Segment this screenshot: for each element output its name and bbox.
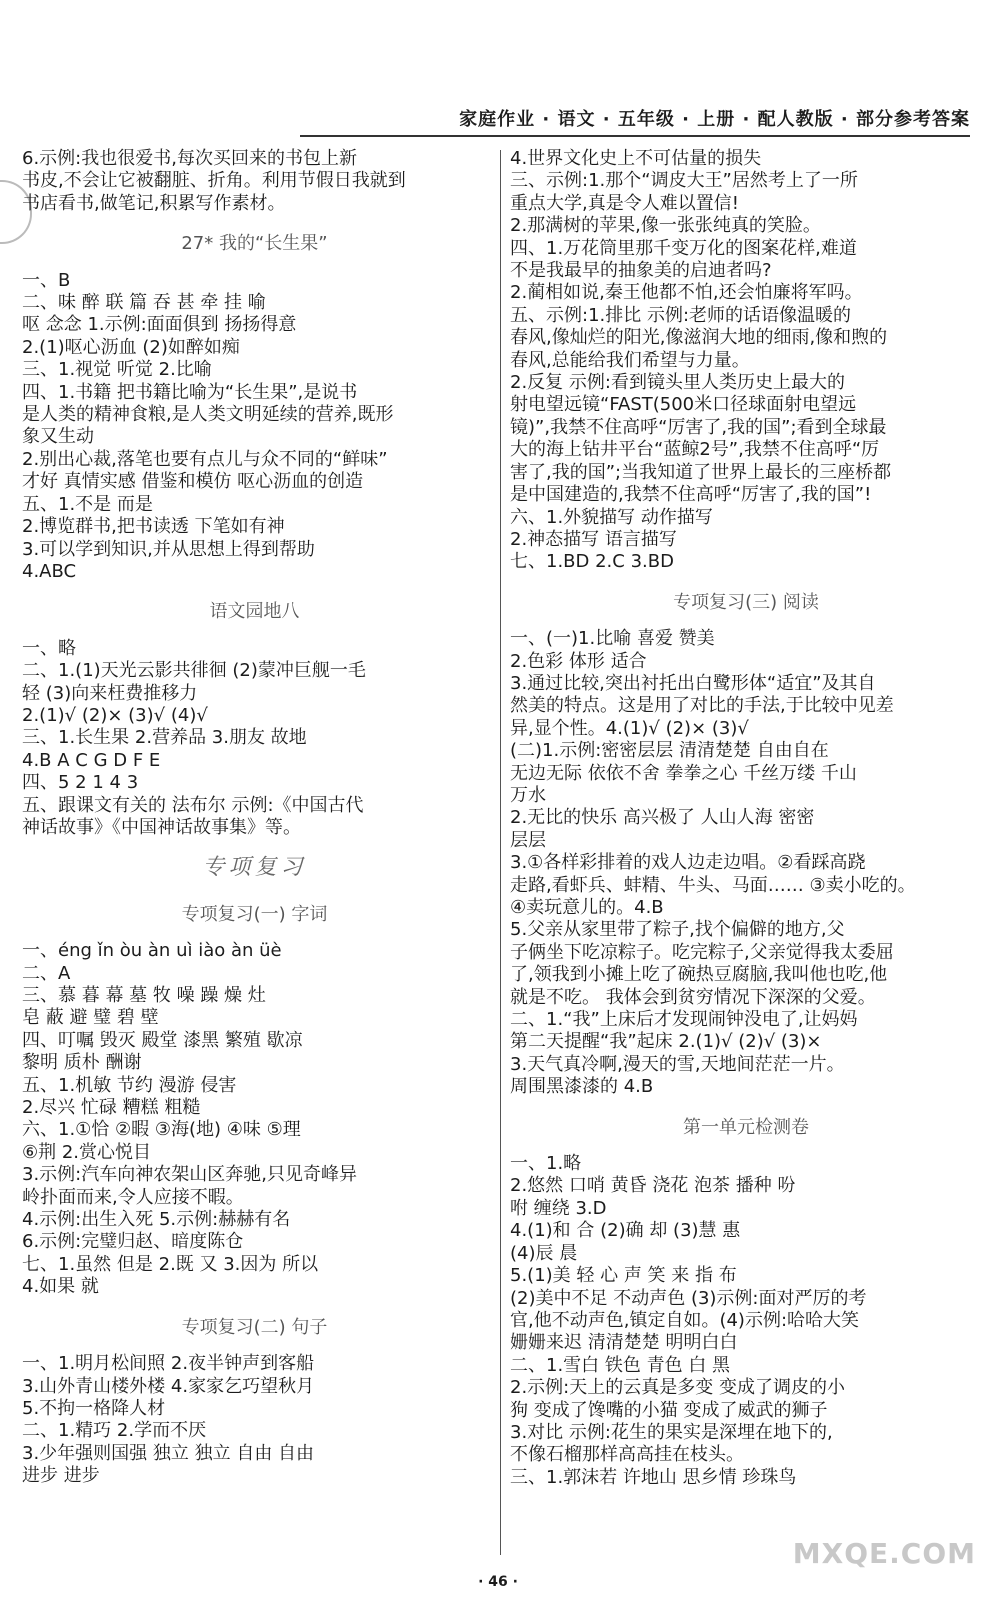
answer-line: 象又生动 bbox=[22, 426, 94, 448]
answer-line: 害了,我的国”;当我知道了世界上最长的三座桥都 bbox=[510, 461, 892, 483]
answer-line: 七、1.BD 2.C 3.BD bbox=[510, 551, 674, 573]
answer-line: 三、1.视觉 听觉 2.比喻 bbox=[22, 359, 212, 381]
answer-line: 2.示例:天上的云真是多变 变成了调皮的小 bbox=[510, 1377, 845, 1399]
answer-line: 神话故事》《中国神话故事集》等。 bbox=[22, 816, 301, 838]
answer-line: 4.示例:出生入死 5.示例:赫赫有名 bbox=[22, 1209, 291, 1231]
answer-line: 4.(1)和 合 (2)确 却 (3)慧 惠 bbox=[510, 1220, 741, 1242]
answer-line: 就是不吃。 我体会到贫穷情况下深深的父爱。 bbox=[510, 986, 876, 1008]
answer-line: 6.示例:我也很爱书,每次买回来的书包上新 bbox=[22, 148, 357, 169]
answer-line: (2)美中不足 不动声色 (3)示例:面对严厉的考 bbox=[510, 1287, 867, 1309]
answer-line: 一、1.明月松间照 2.夜半钟声到客船 bbox=[22, 1353, 315, 1375]
section-heading: 专项复习(二) 句子 bbox=[181, 1316, 328, 1338]
answer-line: 6.示例:完璧归赵、暗度陈仓 bbox=[22, 1231, 244, 1253]
answer-line: 子俩坐下吃凉粽子。吃完粽子,父亲觉得我太委屈 bbox=[510, 941, 894, 963]
answer-line: 5.不拘一格降人材 bbox=[22, 1397, 166, 1419]
answer-line: 官,他不动声色,镇定自如。(4)示例:哈哈大笑 bbox=[510, 1309, 860, 1331]
answer-line: 5.(1)美 轻 心 声 笑 来 指 布 bbox=[510, 1265, 737, 1287]
answer-line: 一、1.略 bbox=[510, 1153, 582, 1175]
answer-line: 2.色彩 体形 适合 bbox=[510, 650, 647, 672]
answer-line: 层层 bbox=[510, 829, 546, 851]
answer-line: (二)1.示例:密密层层 清清楚楚 自由自在 bbox=[510, 740, 829, 762]
page-header: 家庭作业 · 语文 · 五年级 · 上册 · 配人教版 · 部分参考答案 bbox=[300, 105, 970, 137]
answer-line: 3.通过比较,突出衬托出白鹭形体“适宜”及其自 bbox=[510, 672, 876, 694]
answer-line: 是人类的精神食粮,是人类文明延续的营养,既形 bbox=[22, 404, 394, 426]
answer-line: 书皮,不会让它被翻脏、折角。利用节假日我就到 bbox=[22, 170, 406, 192]
section-heading: 27* 我的“长生果” bbox=[181, 233, 328, 255]
answer-line: 轻 (3)向来枉费推移力 bbox=[22, 682, 198, 704]
answer-line: 3.①各样彩排着的戏人边走边唱。②看踩高跷 bbox=[510, 852, 866, 874]
answer-line: 春风,总能给我们希望与力量。 bbox=[510, 349, 750, 371]
answer-line: 春风,像灿烂的阳光,像滋润大地的细雨,像和煦的 bbox=[510, 327, 888, 349]
answer-line: 姗姗来迟 清清楚楚 明明白白 bbox=[510, 1332, 738, 1354]
column-divider bbox=[500, 150, 501, 1555]
answer-line: 3.示例:汽车向神农架山区奔驰,只见奇峰异 bbox=[22, 1164, 357, 1186]
answer-line: 2.蔺相如说,秦王他都不怕,还会怕廉将军吗。 bbox=[510, 282, 863, 304]
answer-line: 3.山外青山楼外楼 4.家家乞巧望秋月 bbox=[22, 1375, 315, 1397]
answer-line: 3.可以学到知识,并从思想上得到帮助 bbox=[22, 538, 315, 560]
answer-line: 才好 真情实感 借鉴和模仿 呕心沥血的创造 bbox=[22, 471, 364, 493]
answer-line: 三、示例:1.那个“调皮大王”居然考上了一所 bbox=[510, 170, 858, 192]
section-heading: 语文园地八 bbox=[209, 601, 300, 623]
answer-line: 是中国建造的,我禁不住高呼“厉害了,我的国”! bbox=[510, 484, 872, 506]
answer-line: 二、1.雪白 铁色 青色 白 黑 bbox=[510, 1354, 731, 1376]
answer-line: ④卖玩意儿的。4.B bbox=[510, 897, 664, 918]
answer-line: 四、叮嘱 毁灭 殿堂 漆黑 繁殖 歇凉 bbox=[22, 1029, 303, 1051]
answer-line: 了,领我到小摊上吃了碗热豆腐脑,我叫他也吃,他 bbox=[510, 964, 888, 986]
answer-line: 4.世界文化史上不可估量的损失 bbox=[510, 148, 762, 169]
answer-line: 四、5 2 1 4 3 bbox=[22, 772, 139, 794]
answer-line: 书店看书,做笔记,积累写作素材。 bbox=[22, 192, 286, 214]
answer-line: 2.无比的快乐 高兴极了 人山人海 密密 bbox=[510, 807, 815, 829]
chapter-heading: 专项复习 bbox=[202, 855, 307, 881]
left-column bbox=[22, 148, 487, 1488]
answer-line: 呕 念念 1.示例:面面俱到 扬扬得意 bbox=[22, 314, 297, 336]
answer-line: 皂 蔽 避 璧 碧 壁 bbox=[22, 1007, 159, 1029]
answer-line: 二、1.“我”上床后才发现闹钟没电了,让妈妈 bbox=[510, 1009, 858, 1031]
answer-line: 二、1.(1)天光云影共徘徊 (2)蒙冲巨舰一毛 bbox=[22, 660, 366, 682]
answer-line: 5.父亲从家里带了粽子,找个偏僻的地方,父 bbox=[510, 919, 845, 941]
answer-line: 二、味 醉 联 篇 吞 甚 牵 挂 喻 bbox=[22, 292, 266, 314]
answer-line: (4)辰 晨 bbox=[510, 1242, 578, 1264]
answer-line: 无边无际 依依不舍 拳拳之心 千丝万缕 千山 bbox=[510, 762, 857, 784]
answer-line: 一、éng ǐn òu àn uì iào àn üè bbox=[22, 940, 282, 962]
right-column bbox=[510, 148, 982, 1489]
answer-line: 六、1.外貌描写 动作描写 bbox=[510, 506, 713, 528]
answer-line: 4.B A C G D F E bbox=[22, 749, 161, 771]
answer-line: 2.悠然 口哨 黄昏 浇花 泡茶 播种 吩 bbox=[510, 1175, 796, 1197]
answer-line: 四、1.书籍 把书籍比喻为“长生果”,是说书 bbox=[22, 381, 358, 403]
answer-line: 二、A bbox=[22, 962, 71, 984]
page-number: · 46 · bbox=[478, 1574, 518, 1590]
answer-line: 镜)”,我禁不住高呼“厉害了,我的国”;看到全球最 bbox=[510, 416, 887, 438]
answer-line: 3.天气真冷啊,漫天的雪,天地间茫茫一片。 bbox=[510, 1053, 845, 1075]
section-heading: 专项复习(一) 字词 bbox=[181, 903, 328, 925]
answer-line: 2.(1)呕心沥血 (2)如醉如痴 bbox=[22, 336, 240, 358]
answer-line: 4.如果 就 bbox=[22, 1276, 99, 1298]
answer-line: 3.少年强则国强 独立 独立 自由 自由 bbox=[22, 1442, 315, 1464]
answer-line: 三、1.郭沫若 许地山 思乡情 珍珠鸟 bbox=[510, 1466, 797, 1488]
answer-line: 黎明 质朴 酬谢 bbox=[22, 1052, 142, 1074]
answer-line: 4.ABC bbox=[22, 560, 77, 582]
answer-line: 走路,看虾兵、蚌精、牛头、马面…… ③卖小吃的。 bbox=[510, 874, 916, 896]
answer-line: 2.博览群书,把书读透 下笔如有神 bbox=[22, 516, 285, 538]
answer-line: 万水 bbox=[510, 784, 546, 806]
answer-line: 2.尽兴 忙碌 糟糕 粗糙 bbox=[22, 1097, 201, 1119]
answer-line: 岭扑面而来,令人应接不暇。 bbox=[22, 1186, 244, 1208]
answer-line: 咐 缠绕 3.D bbox=[510, 1197, 607, 1219]
answer-line: 大的海上钻井平台“蓝鲸2号”,我禁不住高呼“厉 bbox=[510, 439, 880, 461]
answer-line: 三、慕 暮 幕 墓 牧 噪 躁 燥 灶 bbox=[22, 985, 266, 1006]
answer-line: 五、示例:1.排比 示例:老师的话语像温暖的 bbox=[510, 304, 852, 326]
answer-line: 狗 变成了馋嘴的小猫 变成了威武的狮子 bbox=[510, 1399, 828, 1421]
answer-line: 进步 进步 bbox=[22, 1465, 100, 1487]
answer-line: 射电望远镜“FAST(500米口径球面射电望远 bbox=[510, 394, 857, 416]
answer-line: 一、略 bbox=[22, 637, 76, 659]
answer-line: 2.反复 示例:看到镜头里人类历史上最大的 bbox=[510, 372, 845, 394]
answer-line: 不是我最早的抽象美的启迪者吗? bbox=[510, 260, 772, 282]
answer-line: 五、1.机敏 节约 漫游 侵害 bbox=[22, 1074, 237, 1096]
section-heading: 专项复习(三) 阅读 bbox=[673, 591, 819, 613]
answer-line: 第二天提醒“我”起床 2.(1)√ (2)√ (3)× bbox=[510, 1031, 822, 1053]
answer-line: 然美的特点。这是用了对比的手法,于比较中见差 bbox=[510, 695, 894, 717]
answer-line: 2.别出心裁,落笔也要有点儿与众不同的“鲜味” bbox=[22, 448, 388, 470]
answer-line: 重点大学,真是令人难以置信! bbox=[510, 192, 739, 214]
watermark-logo: MXQE.COM bbox=[792, 1537, 976, 1570]
answer-line: 二、1.精巧 2.学而不厌 bbox=[22, 1420, 207, 1442]
answer-line: 周围黑漆漆的 4.B bbox=[510, 1076, 654, 1098]
answer-line: 2.(1)√ (2)× (3)√ (4)√ bbox=[22, 704, 208, 726]
answer-line: 一、(一)1.比喻 喜爱 赞美 bbox=[510, 628, 715, 650]
answer-line: 2.那满树的苹果,像一张张纯真的笑脸。 bbox=[510, 215, 821, 237]
answer-line: 三、1.长生果 2.营养品 3.朋友 故地 bbox=[22, 727, 307, 749]
answer-line: 五、1.不是 而是 bbox=[22, 493, 153, 515]
answer-line: 不像石榴那样高高挂在枝头。 bbox=[510, 1444, 744, 1466]
answer-line: 六、1.①恰 ②暇 ③海(地) ④味 ⑤理 bbox=[22, 1119, 301, 1141]
answer-line: 四、1.万花筒里那千变万化的图案花样,难道 bbox=[510, 237, 857, 259]
answer-line: 2.神态描写 语言描写 bbox=[510, 528, 677, 550]
answer-line: ⑥荆 2.赏心悦目 bbox=[22, 1141, 152, 1163]
answer-line: 一、B bbox=[22, 269, 71, 291]
answer-line: 异,显个性。4.(1)√ (2)× (3)√ bbox=[510, 717, 749, 739]
answer-line: 五、跟课文有关的 法布尔 示例:《中国古代 bbox=[22, 794, 364, 816]
answer-line: 七、1.虽然 但是 2.既 又 3.因为 所以 bbox=[22, 1253, 319, 1275]
section-heading: 第一单元检测卷 bbox=[683, 1116, 809, 1138]
answer-line: 3.对比 示例:花生的果实是深埋在地下的, bbox=[510, 1421, 833, 1443]
